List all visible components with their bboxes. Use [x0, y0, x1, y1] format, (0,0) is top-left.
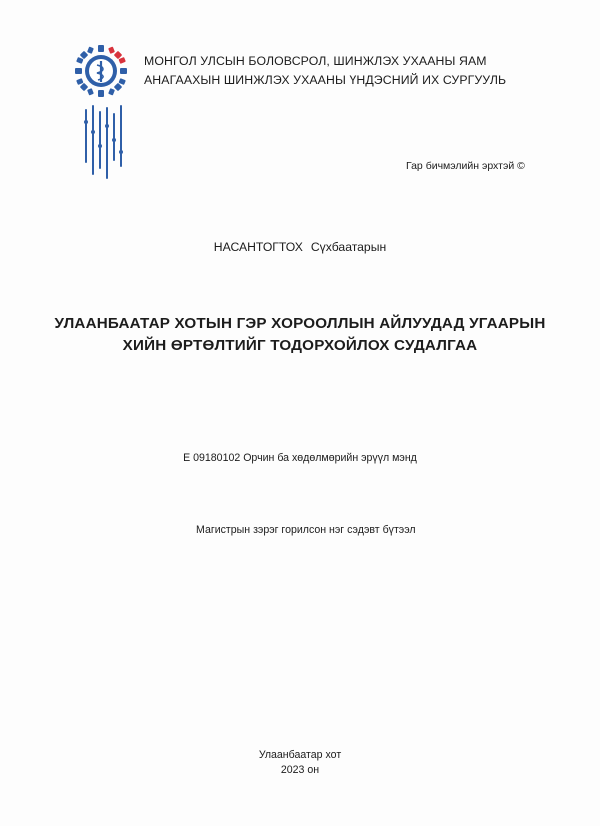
university-emblem-icon [74, 44, 128, 98]
university-line: АНАГААХЫН ШИНЖЛЭХ УХААНЫ ҮНДЭСНИЙ ИХ СУРГУУЛЬ [144, 73, 507, 87]
year: 2023 он [280, 764, 320, 776]
place-and-year [0, 748, 600, 778]
institution-header [144, 52, 564, 90]
thesis-title-line-1: УЛААНБААТАР ХОТЫН ГЭР ХОРООЛЛЫН АЙЛУУДАД УГААРЫН [54, 315, 546, 332]
thesis-title [40, 313, 560, 357]
speciality-code: Е 09180102 Орчин ба хөдөлмөрийн эрүүл мэнд [183, 452, 417, 464]
author-surname: НАСАНТОГТОХ [213, 240, 303, 254]
copyright-notice: Гар бичмэлийн эрхтэй © [406, 160, 525, 172]
university-emblem-lettering [80, 102, 126, 182]
ministry-line: МОНГОЛ УЛСЫН БОЛОВСРОЛ, ШИНЖЛЭХ УХААНЫ ЯАМ [144, 54, 487, 68]
author-given-name: Сүхбаатарын [310, 240, 387, 254]
thesis-title-line-2: ХИЙН ӨРТӨЛТИЙГ ТОДОРХОЙЛОХ СУДАЛГАА [122, 337, 478, 354]
author-name [0, 240, 600, 254]
city: Улаанбаатар хот [258, 749, 342, 761]
degree-statement: Магистрын зэрэг горилсон нэг сэдэвт бүтээл [196, 524, 416, 536]
